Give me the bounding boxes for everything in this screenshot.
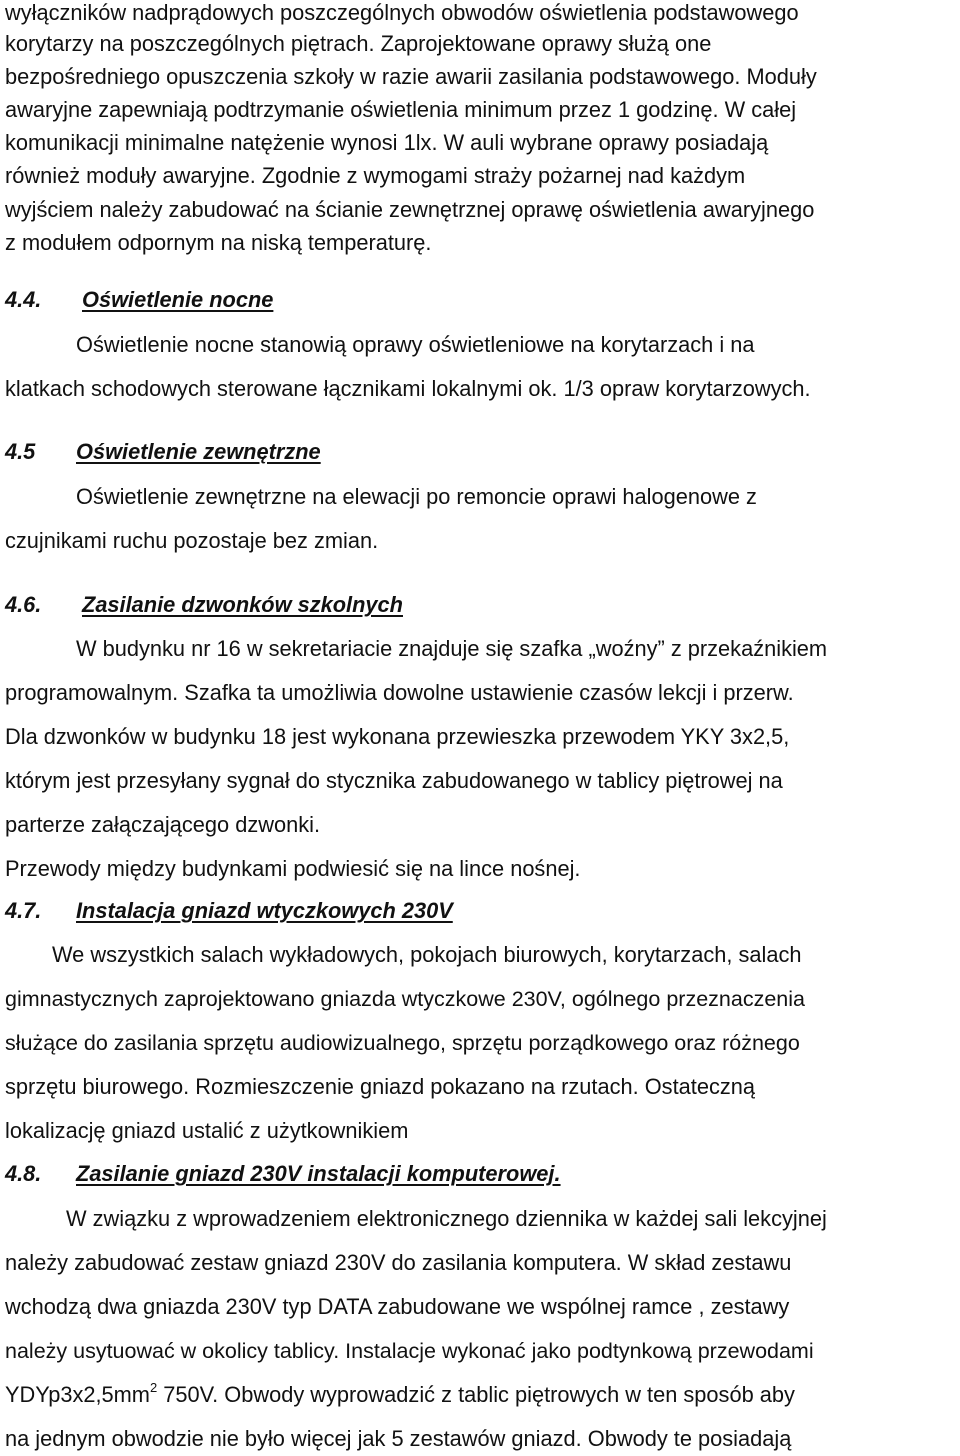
paragraph-line: z modułem odpornym na niską temperaturę. <box>5 230 432 255</box>
section-number: 4.5 <box>5 439 36 464</box>
section-number: 4.6. <box>5 592 42 617</box>
paragraph-line: lokalizację gniazd ustalić z użytkownikiem <box>5 1118 409 1143</box>
cable-type-text: YDYp3x2,5mm <box>5 1382 150 1407</box>
paragraph-line: czujnikami ruchu pozostaje bez zmian. <box>5 528 379 553</box>
paragraph-line: wyłączników nadprądowych poszczególnych obwodów oświetlenia podstawowego <box>5 0 799 25</box>
section-heading: Oświetlenie nocne <box>82 287 274 312</box>
paragraph-line: programowalnym. Szafka ta umożliwia dowolne ustawienie czasów lekcji i przerw. <box>5 680 794 705</box>
paragraph-line: We wszystkich salach wykładowych, pokojach biurowych, korytarzach, salach <box>52 942 802 967</box>
paragraph-line: Oświetlenie zewnętrzne na elewacji po remoncie oprawi halogenowe z <box>76 484 757 509</box>
paragraph-line-with-superscript <box>5 1382 795 1408</box>
paragraph-line: którym jest przesyłany sygnał do stycznika zabudowanego w tablicy piętrowej na <box>5 768 783 793</box>
paragraph-line: Dla dzwonków w budynku 18 jest wykonana przewieszka przewodem YKY 3x2,5, <box>5 724 790 749</box>
section-heading: Zasilanie gniazd 230V instalacji komputerowej. <box>76 1161 561 1186</box>
paragraph-line: gimnastycznych zaprojektowano gniazda wtyczkowe 230V, ogólnego przeznaczenia <box>5 987 805 1011</box>
paragraph-line: wyjściem należy zabudować na ścianie zewnętrznej oprawę oświetlenia awaryjnego <box>5 197 815 222</box>
section-number: 4.7. <box>5 898 42 923</box>
paragraph-line: należy usytuować w okolicy tablicy. Instalacje wykonać jako podtynkową przewodami <box>5 1339 814 1363</box>
section-heading: Zasilanie dzwonków szkolnych <box>82 592 403 617</box>
paragraph-line: Oświetlenie nocne stanowią oprawy oświetleniowe na korytarzach i na <box>76 332 755 357</box>
paragraph-line: klatkach schodowych sterowane łącznikami lokalnymi ok. 1/3 opraw korytarzowych. <box>5 376 811 401</box>
superscript: 2 <box>149 1380 158 1395</box>
paragraph-line: służące do zasilania sprzętu audiowizualnego, sprzętu porządkowego oraz różnego <box>5 1031 800 1055</box>
paragraph-line: bezpośredniego opuszczenia szkoły w razie awarii zasilania podstawowego. Moduły <box>5 64 817 89</box>
paragraph-line: Przewody między budynkami podwiesić się na lince nośnej. <box>5 856 581 881</box>
paragraph-line: W związku z wprowadzeniem elektronicznego dziennika w każdej sali lekcyjnej <box>66 1206 827 1231</box>
paragraph-line: sprzętu biurowego. Rozmieszczenie gniazd pokazano na rzutach. Ostateczną <box>5 1074 755 1099</box>
paragraph-line: parterze załączającego dzwonki. <box>5 812 321 837</box>
section-heading: Instalacja gniazd wtyczkowych 230V <box>76 898 453 923</box>
paragraph-line: należy zabudować zestaw gniazd 230V do zasilania komputera. W skład zestawu <box>5 1250 792 1275</box>
paragraph-line: komunikacji minimalne natężenie wynosi 1lx. W auli wybrane oprawy posiadają <box>5 130 769 155</box>
line-continuation: 750V. Obwody wyprowadzić z tablic piętrowych w ten sposób aby <box>157 1382 795 1407</box>
section-number: 4.4. <box>5 287 42 312</box>
paragraph-line: W budynku nr 16 w sekretariacie znajduje się szafka „woźny” z przekaźnikiem <box>76 636 828 661</box>
section-heading: Oświetlenie zewnętrzne <box>76 439 321 464</box>
paragraph-line: awaryjne zapewniają podtrzymanie oświetlenia minimum przez 1 godzinę. W całej <box>5 97 797 122</box>
section-number: 4.8. <box>5 1161 42 1186</box>
paragraph-line: korytarzy na poszczególnych piętrach. Zaprojektowane oprawy służą one <box>5 31 712 56</box>
paragraph-line: wchodzą dwa gniazda 230V typ DATA zabudowane we wspólnej ramce , zestawy <box>5 1294 790 1319</box>
paragraph-line: również moduły awaryjne. Zgodnie z wymogami straży pożarnej nad każdym <box>5 163 746 188</box>
paragraph-line: na jednym obwodzie nie było więcej jak 5 zestawów gniazd. Obwody te posiadają <box>5 1426 792 1451</box>
